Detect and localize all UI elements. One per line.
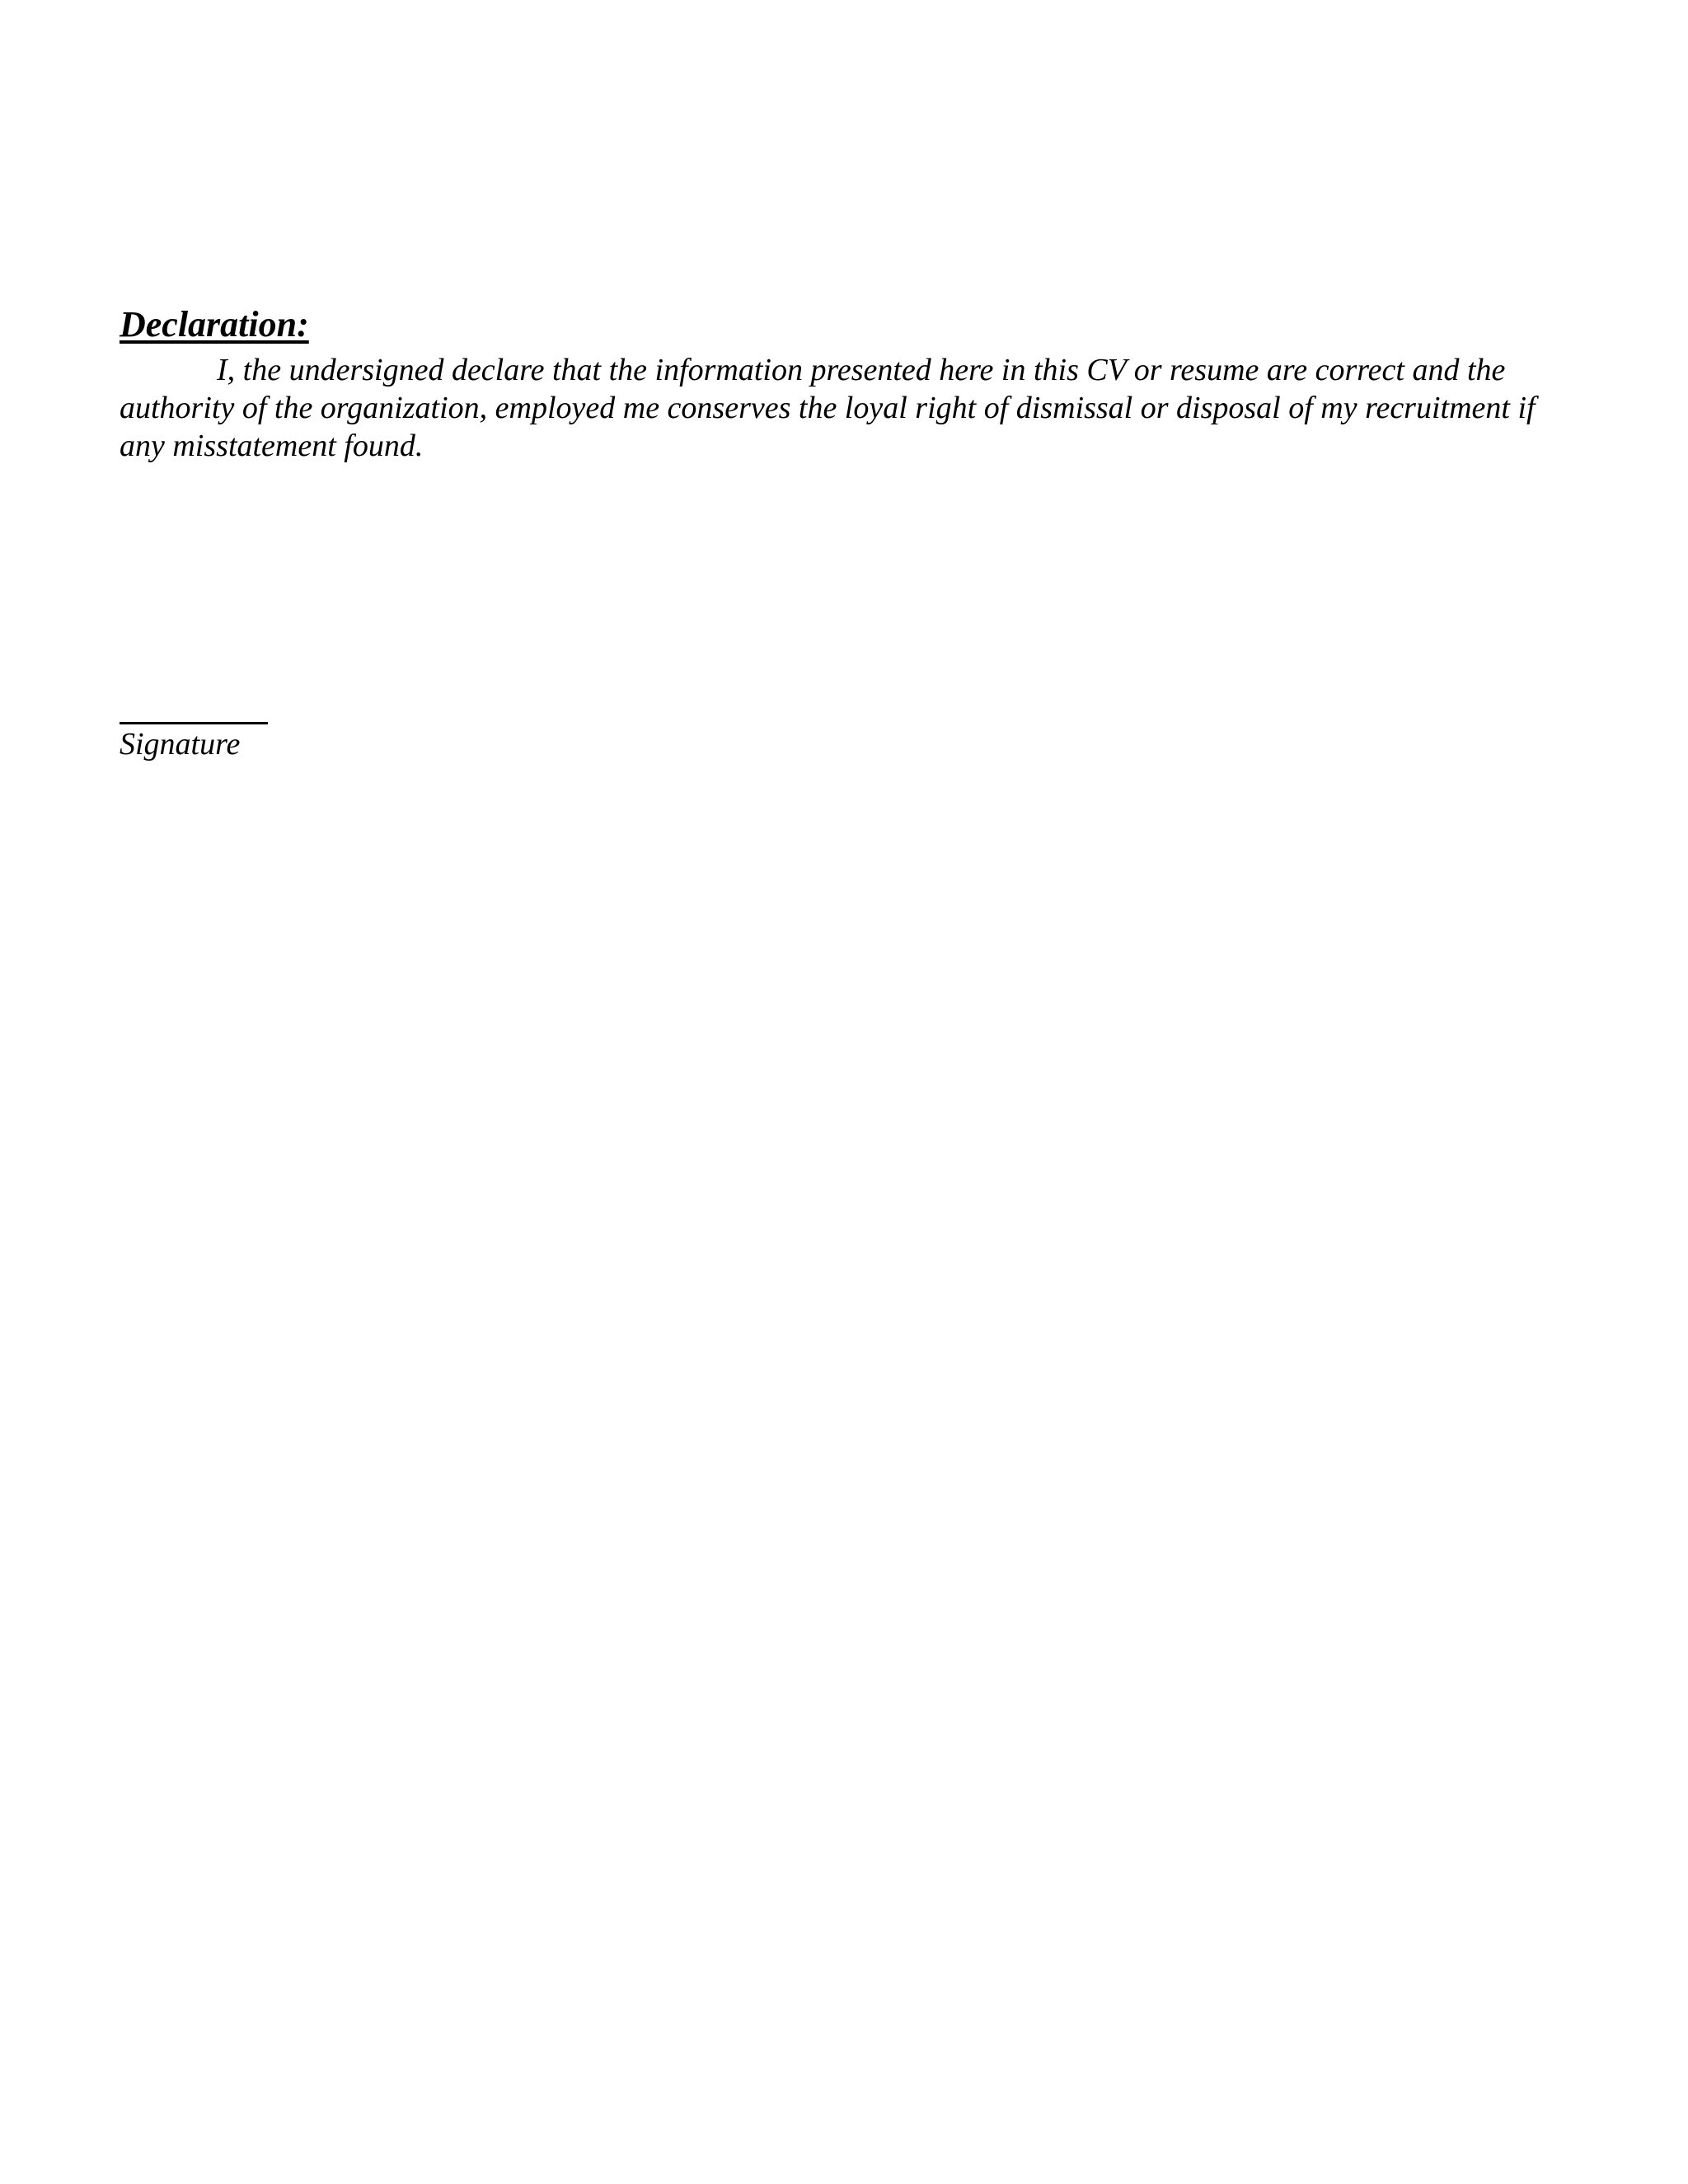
declaration-text: I, the undersigned declare that the information presented here in this CV or resume are correct and the authority of the organization, employed me conserves the loyal right of dismissal or disposal of my recruitment if any misstatement found. (120, 353, 1536, 463)
signature-label: Signature (120, 727, 241, 762)
signature-line (120, 722, 268, 724)
declaration-heading: Declaration: (120, 304, 309, 344)
